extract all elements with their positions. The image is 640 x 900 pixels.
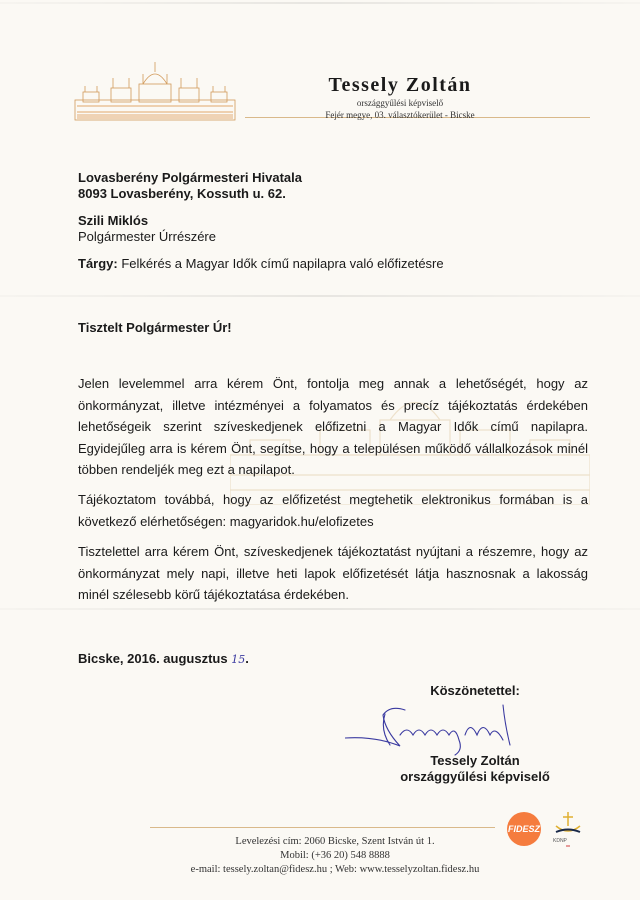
recipient-person: Szili Miklós (78, 213, 149, 228)
footer-mobile: Mobil: (+36 20) 548 8888 (280, 850, 390, 861)
paper-fold (0, 608, 640, 610)
paper-fold (0, 2, 640, 4)
recipient-office: Lovasberény Polgármesteri Hivatala (78, 170, 302, 185)
date-line (78, 651, 249, 668)
body-paragraph-2: Tájékoztatom továbbá, hogy az előfizetést megtehetik elektronikus formában is a következő elérhetőségen: magyaridok.hu/elofizetes (78, 492, 588, 529)
kdnp-logo-icon (550, 810, 586, 850)
letterhead-role: országgyűlési képviselő (356, 98, 444, 108)
body-paragraph-1: Jelen levelemmel arra kérem Önt, fontolja meg annak a lehetőségét, hogy az önkormányzat, illetve intézményei a folyamatos és precíz tájékoztatás érdekében lehetőségeik szerint szíveskedjenek előfizetni a Magyar Idők című napilapra. Egyidejűleg arra is kérem Önt, segítse, hogy a településen működő vállalkozások minél többen rendeljék meg ezt a napilapot. (78, 376, 588, 477)
recipient-address: 8093 Lovasberény, Kossuth u. 62. (78, 186, 286, 201)
body-paragraph-3: Tisztelettel arra kérem Önt, szíveskedjenek tájékoztatást nyújtani a részemre, hogy az önkormányzat mely napi, illetve heti lapok előfizetését látja hasznosnak a lakosság minél szélesebb körű tájékoztatása érdekében. (78, 544, 588, 602)
salutation: Tisztelt Polgármester Úr! (78, 320, 232, 335)
footer-divider (150, 827, 495, 828)
handwritten-signature (345, 700, 525, 760)
date-printed: Bicske, 2016. augusztus (78, 651, 228, 666)
date-suffix: . (245, 651, 249, 666)
recipient-title: Polgármester Úrrészére (78, 229, 216, 244)
footer-postal: Levelezési cím: 2060 Bicske, Szent István út 1. (235, 836, 435, 847)
date-handwritten-day: 15 (231, 653, 246, 666)
letterhead-district: Fejér megye, 03. választókerület - Bicske (325, 110, 475, 120)
letterhead-name: Tessely Zoltán (328, 74, 472, 96)
parliament-building-icon (73, 62, 238, 122)
subject-line (78, 256, 444, 272)
kdnp-label: KDNP (553, 838, 567, 844)
subject-label: Tárgy: (78, 256, 118, 271)
subject-text: Felkérés a Magyar Idők című napilapra való előfizetésre (117, 256, 444, 271)
closing-thanks: Köszönetettel: (430, 683, 520, 698)
paper-fold (0, 295, 640, 297)
footer-contact: e-mail: tessely.zoltan@fidesz.hu ; Web: www.tesselyzoltan.fidesz.hu (190, 864, 480, 875)
signatory-name: Tessely Zoltán (430, 753, 520, 768)
signatory-role: országgyűlési képviselő (400, 769, 550, 784)
fidesz-logo: FIDESZ (507, 812, 541, 846)
